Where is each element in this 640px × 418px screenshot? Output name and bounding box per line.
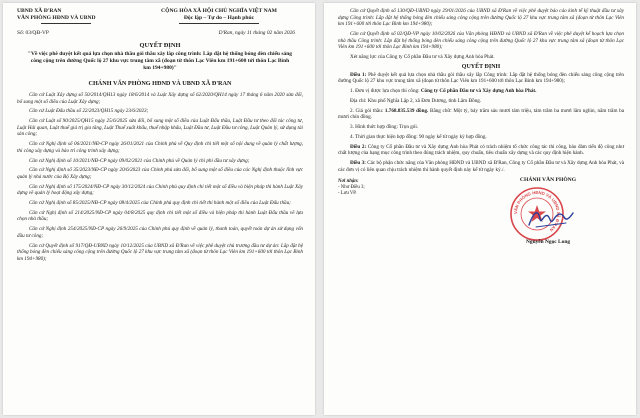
consideration-item: Xét năng lực của Công ty Cổ phần Đầu tư và Xây dựng Anh hòa Phát. xyxy=(350,53,495,60)
article-1-text: Phê duyệt kết quả lựa chọn nhà thầu gói thầu xây lắp Công trình: Lắp đặt hệ thống bóng đèn chiếu sáng công cộng trên đường Quốc lộ 27 khu vực trung tâm xã (đoạn từ thôn Lạc Viên km 191+600 tới thôn Lạc Bình km 194+980); xyxy=(338,71,624,85)
article-2 xyxy=(338,144,624,157)
price-in-words: Bằng chữ: Một tỷ, bảy trăm sáu mươi tám triệu, tám trăm ba mươi lăm nghìn, năm trăm ba mươi chín đồng. xyxy=(338,107,624,121)
recipients-block xyxy=(338,179,365,197)
article-3 xyxy=(338,160,624,173)
article-1-price xyxy=(338,108,624,121)
legal-basis-item: Căn cứ Nghị định số 214/2025/NĐ-CP ngày 04/8/2025 quy định chi tiết một số điều và biện pháp thi hành Luật Đấu thầu về lựa chọn nhà thầu; xyxy=(17,209,303,223)
signature-block xyxy=(488,177,608,246)
document-page-2 xyxy=(324,3,636,415)
document-subject: "Về việc phê duyệt kết quả lựa chọn nhà thầu gói thầu xây lắp công trình: Lắp đặt hệ thống bóng đèn chiếu sáng công cộng trên đường Quốc lộ 27 khu vực trung tâm xã (đoạn từ thôn Lạc Viên km 191+600 tới thôn Lạc Bình km 194+980)" xyxy=(27,51,293,71)
document-page-1 xyxy=(3,3,315,415)
signature-area xyxy=(338,177,624,277)
price-label: 2. Giá gói thầu: xyxy=(350,107,384,114)
signer-position: CHÁNH VĂN PHÒNG xyxy=(519,177,577,184)
contract-duration: 4. Thời gian thực hiện hợp đồng: 90 ngày kể từ ngày ký hợp đồng. xyxy=(350,133,487,140)
handwritten-signature-icon xyxy=(526,207,576,231)
article-2-text: Công ty Cổ phần Đầu tư và Xây dựng Anh hòa Phát có trách nhiệm tổ chức công tác thi công, bảo đảm tiến độ công như chất lượng của hạng mục công trình theo đúng trách nhiệm, quy chuẩn, tiêu chuẩn xây dựng và các quy định hiện hành. xyxy=(338,143,624,157)
legal-basis-item: Căn cứ Nghị định số 175/2024/NĐ-CP ngày 30/12/2024 của Chính phủ quy định chi tiết một số điều và biện pháp thi hành Luật Xây dựng về quản lý hoạt động xây dựng; xyxy=(17,183,303,197)
article-3-text: Các bộ phận chức năng của Văn phòng HĐND và UBND xã Đ'Ran, Công ty Cổ phần Đầu tư và Xây dựng Anh hòa Phát, và các đơn vị có liên quan chịu trách nhiệm thi hành quyết định này kể từ ngày ký./. xyxy=(338,159,624,173)
org-line-1: UBND XÃ Đ'RAN xyxy=(17,8,62,14)
decision-heading: QUYẾT ĐỊNH xyxy=(461,63,501,70)
article-2-label: Điều 2: xyxy=(350,143,367,150)
price-value: 1.768.835.539 đồng. xyxy=(384,107,429,114)
article-1-contractor xyxy=(338,88,624,95)
legal-basis-item: Căn cứ Quyết định số 130/QĐ-UBND ngày 29/01/2026 của UBND xã Đ'Ran về việc phê duyệt báo cáo kinh tế kỹ thuật đầu tư xây dựng Công trình: Lắp đặt hệ thống bóng đèn chiếu sáng công cộng trên đường Quốc lộ 27 khu vực trung tâm xã (đoạn từ thôn Lạc Viên km 191+600 tới thôn Lạc Bình km 194+980); xyxy=(338,8,624,28)
motto-underline xyxy=(179,23,259,24)
contractor-label: 1. Đơn vị được lựa chọn thi công: xyxy=(350,88,420,95)
article-1 xyxy=(338,72,624,85)
document-date: D'Ran, ngày 11 tháng 02 năm 2026 xyxy=(218,30,295,36)
national-motto xyxy=(135,8,303,24)
legal-basis-item: Căn cứ Quyết định số 02/QĐ-VP ngày 10/02/2026 của Văn phòng HĐND và UBND xã Đ'Ran về việc phê duyệt kế hoạch lựa chọn nhà thầu Công trình: Lắp đặt hệ thống bóng đèn chiếu sáng công cộng trên đường Quốc lộ 27 khu vực trung tâm xã (đoạn từ thôn Lạc Viên km 191+600 tới thôn Lạc Bình km 194+980); xyxy=(338,30,624,51)
article-1-label: Điều 1: xyxy=(350,71,367,78)
issuing-organization xyxy=(17,8,115,24)
article-3-label: Điều 3: xyxy=(350,159,366,166)
legal-basis-item: Căn cứ Quyết định số 917/QĐ-UBND ngày 10/12/2025 của UBND xã Đ'Ran về việc phê duyệt chủ trương đầu tư dự án: Lắp đặt hệ thống bóng đèn chiếu sáng công cộng trên đường Quốc lộ 27 khu vực trung tâm xã (đoạn từ thôn Lạc Viên km 191+600 tới thôn Lạc Bình km 194+980); xyxy=(17,242,303,262)
legal-basis-item: Căn cứ Nghị định số 85/2025/NĐ-CP ngày 08/4/2025 của Chính phủ quy định chi tiết thi hành một số điều của Luật Đấu thầu; xyxy=(29,200,291,207)
recipients-label: Nơi nhận: xyxy=(338,179,359,185)
org-underline xyxy=(41,23,91,24)
legal-basis-continued xyxy=(338,8,624,51)
legal-basis-item: Căn cứ Luật số 90/2025/QH15 ngày 25/6/2025 sửa đổi, bổ sung một số điều của Luật Đấu thầu, Luật Đầu tư theo đối tác công tư, Luật Hải quan, Luật thuế giá trị gia tăng, Luật Thuế xuất khẩu, thuế nhập khẩu, Luật Đầu tư, Luật Đầu tư công, Luật Quản lý, sử dụng tài sản công; xyxy=(17,118,303,138)
consideration-text xyxy=(338,54,624,61)
legal-basis-item: Căn cứ Nghị định 254/2025/NĐ-CP ngày 26/9/2025 của Chính phủ quy định về quản lý, thanh toán, quyết toán dự án sử dụng vốn đầu tư công; xyxy=(17,226,303,239)
org-line-2: VĂN PHÒNG HĐND VÀ UBND xyxy=(17,15,96,21)
decision-articles xyxy=(338,72,624,173)
legal-basis-item: Căn cứ Luật Xây dựng số 50/2014/QH13 ngày 18/6/2014 và Luật Xây dựng số 62/2020/QH14 ngày 17 tháng 6 năm 2020 sửa đổi, bổ sung một số điều của Luật Xây dựng; xyxy=(17,92,303,105)
document-header xyxy=(17,8,303,24)
document-number: Số: 03/QĐ-VP xyxy=(17,30,49,36)
issuing-authority: CHÁNH VĂN PHÒNG HĐND VÀ UBND XÃ Đ'RAN xyxy=(88,80,232,87)
nation-line-1: CỘNG HÒA XÃ HỘI CHỦ NGHĨA VIỆT NAM xyxy=(161,8,277,14)
recipient-item: - Như Điều 3; xyxy=(338,185,365,191)
signer-name: Nguyễn Ngọc Long xyxy=(525,239,571,246)
contract-type: 3. Hình thức hợp đồng: Trọn gói. xyxy=(350,124,419,131)
legal-basis-item: Căn cứ Nghị định số 35/2023/NĐ-CP ngày 20/6/2023 của Chính phủ sửa đổi, bổ sung một số điều của các Nghị định thuộc lĩnh vực quản lý nhà nước của Bộ Xây dựng; xyxy=(17,167,303,180)
recipient-item: - Lưu VP. xyxy=(338,191,357,197)
contractor-address: Địa chỉ: Khu phố Nghĩa Lập 2, xã Đơn Dương, tỉnh Lâm Đồng. xyxy=(350,97,482,104)
legal-basis-list xyxy=(17,92,303,262)
document-title: QUYẾT ĐỊNH xyxy=(139,42,181,49)
legal-basis-item: Căn cứ Nghị định số 10/2021/NĐ-CP ngày 09/02/2021 của Chính phủ về Quản lý chi phí đầu tư xây dựng; xyxy=(29,157,250,164)
number-date-row xyxy=(17,30,303,36)
contractor-name: Công ty Cổ phần Đầu tư và Xây dựng Anh hòa Phát. xyxy=(420,88,537,95)
nation-line-2: Độc lập – Tự do – Hạnh phúc xyxy=(183,15,255,21)
svg-text:VĂN PHÒNG HĐND VÀ UBND XÃ Đ'RA: VĂN PHÒNG HĐND VÀ UBND XÃ Đ'RAN xyxy=(512,190,562,233)
legal-basis-item: Căn cứ Nghị định số 06/2021/NĐ-CP ngày 26/01/2021 của Chính phủ về Quy định chi tiết một số nội dung về quản lý chất lượng, thi công xây dựng và bảo trì công trình xây dựng; xyxy=(17,141,303,154)
legal-basis-item: Căn cứ Luật Đấu thầu số 22/2023/QH15 ngày 23/6/2023; xyxy=(29,108,149,115)
